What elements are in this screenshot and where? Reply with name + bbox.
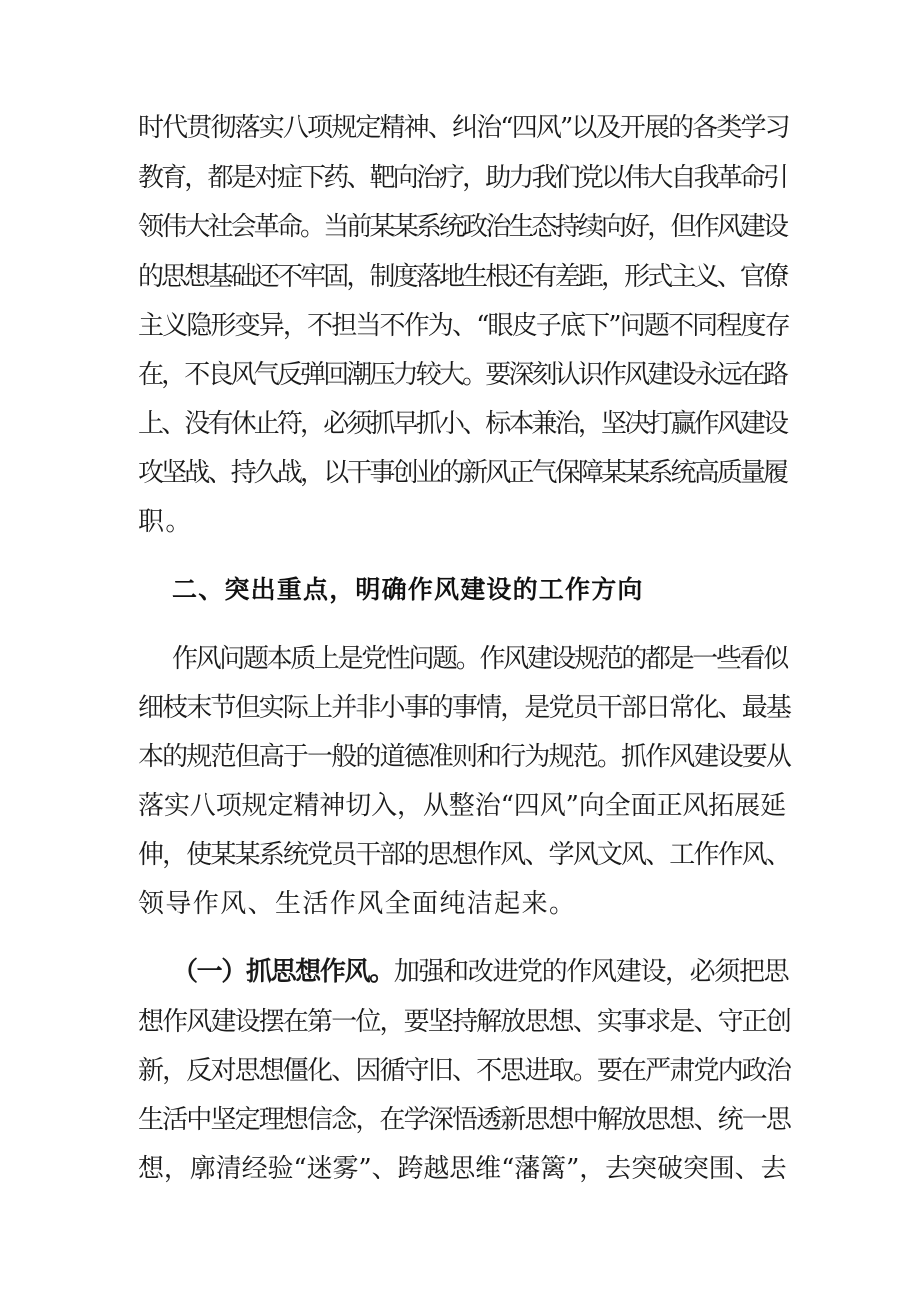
paragraph-1-line-1: 时代贯彻落实八项规定精神、纠治“四风”以及开展的各类学习 bbox=[138, 113, 789, 143]
paragraph-1-line-3: 领伟大社会革命。当前某某系统政治生态持续向好，但作风建设 bbox=[138, 212, 787, 242]
paragraph-1-line-4: 的思想基础还不牢固，制度落地生根还有差距，形式主义、官僚 bbox=[138, 262, 787, 292]
paragraph-1-line-5: 主义隐形变异，不担当不作为、“眼皮子底下”问题不同程度存 bbox=[138, 311, 789, 341]
paragraph-2-line-5: 伸，使某某系统党员干部的思想作风、学风文风、工作作风、 bbox=[138, 840, 791, 870]
paragraph-3-lead: （一）抓思想作风。 bbox=[172, 957, 394, 987]
paragraph-2-line-1: 作风问题本质上是党性问题。作风建设规范的都是一些看似 bbox=[172, 644, 787, 674]
paragraph-2-line-6: 领导作风、生活作风全面纯洁起来。 bbox=[138, 889, 577, 919]
paragraph-3-line-1-rest: 加强和改进党的作风建设，必须把思 bbox=[393, 957, 789, 987]
paragraph-3-line-5: 想，廓清经验“迷雾”、跨越思维“藩篱”，去突破突围、去 bbox=[138, 1154, 787, 1184]
paragraph-3-line-3: 新，反对思想僵化、因循守旧、不思进取。要在严肃党内政治 bbox=[138, 1056, 791, 1086]
paragraph-3-line-4: 生活中坚定理想信念，在学深悟透新思想中解放思想、统一思 bbox=[138, 1105, 791, 1135]
paragraph-1-line-9: 职。 bbox=[138, 507, 193, 537]
paragraph-1-line-6: 在，不良风气反弹回潮压力较大。要深刻认识作风建设永远在路 bbox=[138, 360, 787, 390]
paragraph-1-line-7: 上、没有休止符，必须抓早抓小、标本兼治，坚决打赢作风建设 bbox=[138, 409, 787, 439]
section-heading: 二、突出重点，明确作风建设的工作方向 bbox=[172, 575, 644, 604]
paragraph-2-line-2: 细枝末节但实际上并非小事的事情，是党员干部日常化、最基 bbox=[138, 693, 791, 723]
paragraph-2-line-3: 本的规范但高于一般的道德准则和行为规范。抓作风建设要从 bbox=[138, 742, 791, 772]
paragraph-3-line-1 bbox=[172, 955, 788, 989]
paragraph-3-line-2: 想作风建设摆在第一位，要坚持解放思想、实事求是、守正创 bbox=[138, 1007, 791, 1037]
paragraph-1-line-2: 教育，都是对症下药、靶向治疗，助力我们党以伟大自我革命引 bbox=[138, 163, 787, 193]
paragraph-1-line-8: 攻坚战、持久战，以干事创业的新风正气保障某某系统高质量履 bbox=[138, 458, 787, 488]
paragraph-2-line-4: 落实八项规定精神切入，从整治“四风”向全面正风拓展延 bbox=[138, 791, 786, 821]
